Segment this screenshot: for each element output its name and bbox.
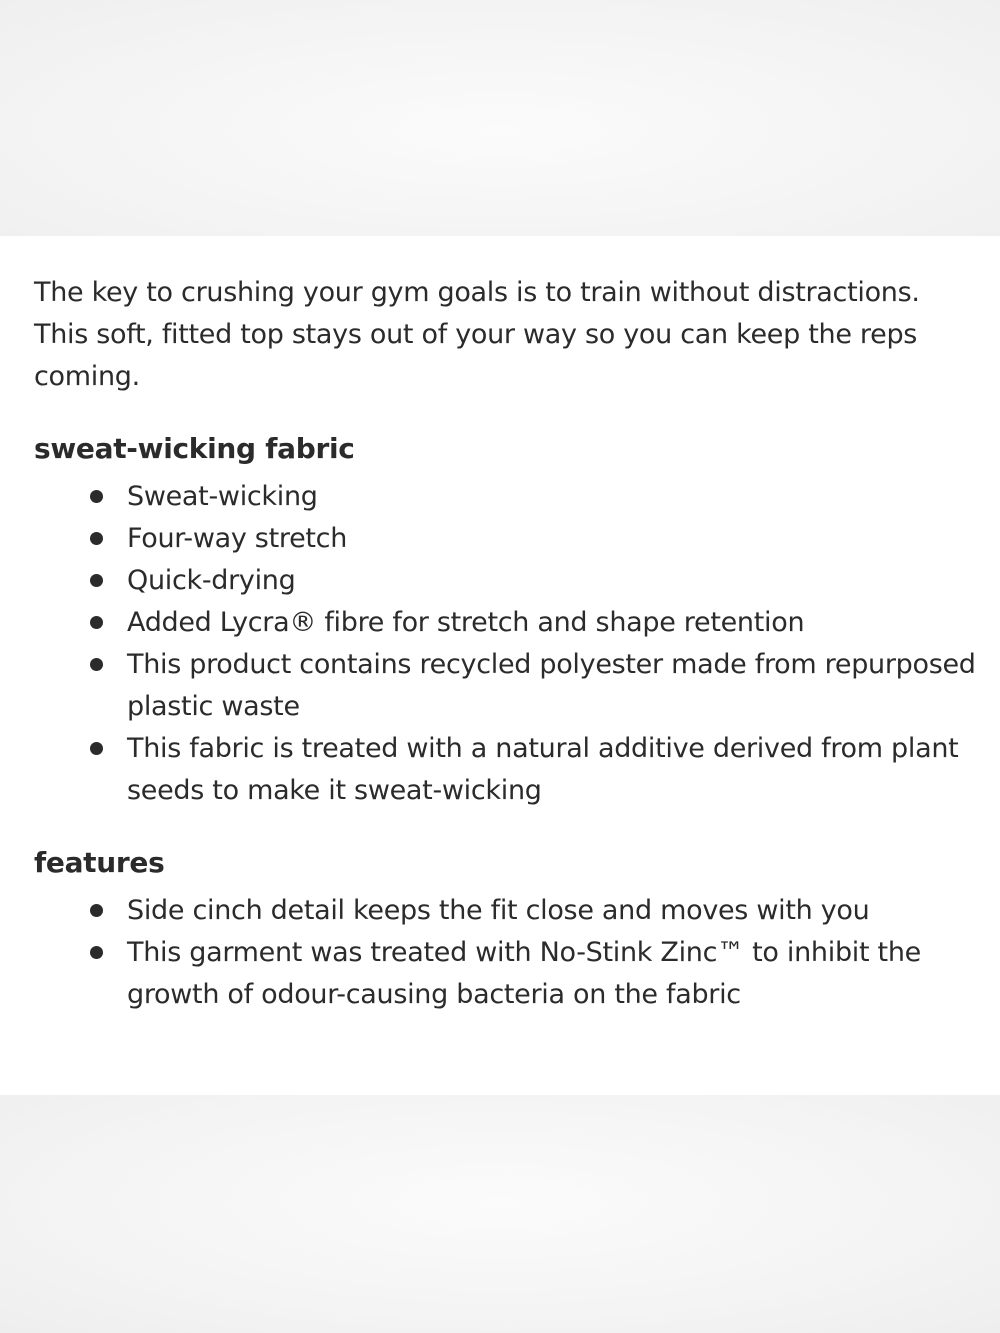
- product-description: [34, 272, 979, 1016]
- list-item: This garment was treated with No-Stink Zinc™ to inhibit the growth of odour-causing bacteria on the fabric: [34, 932, 979, 1016]
- bullet-icon: [90, 532, 103, 545]
- bullet-icon: [90, 946, 103, 959]
- fabric-bullet-list: [34, 476, 979, 812]
- list-item: Quick-drying: [34, 560, 979, 602]
- list-item: This product contains recycled polyester made from repurposed plastic waste: [34, 644, 979, 728]
- bottom-image-area: [0, 1095, 1000, 1333]
- list-item: Side cinch detail keeps the fit close and moves with you: [34, 890, 979, 932]
- section-title-fabric: sweat-wicking fabric: [34, 432, 355, 465]
- bullet-icon: [90, 742, 103, 755]
- bullet-icon: [90, 490, 103, 503]
- list-item: Sweat-wicking: [34, 476, 979, 518]
- bullet-icon: [90, 658, 103, 671]
- top-image-area: [0, 0, 1000, 236]
- bullet-icon: [90, 574, 103, 587]
- list-item: This fabric is treated with a natural additive derived from plant seeds to make it sweat-wicking: [34, 728, 979, 812]
- bullet-icon: [90, 616, 103, 629]
- list-item: Four-way stretch: [34, 518, 979, 560]
- features-bullet-list: [34, 890, 979, 1016]
- list-item: Added Lycra® fibre for stretch and shape retention: [34, 602, 979, 644]
- bullet-icon: [90, 904, 103, 917]
- intro-paragraph: The key to crushing your gym goals is to train without distractions. This soft, fitted top stays out of your way so you can keep the reps coming.: [34, 277, 920, 392]
- section-title-features: features: [34, 846, 165, 879]
